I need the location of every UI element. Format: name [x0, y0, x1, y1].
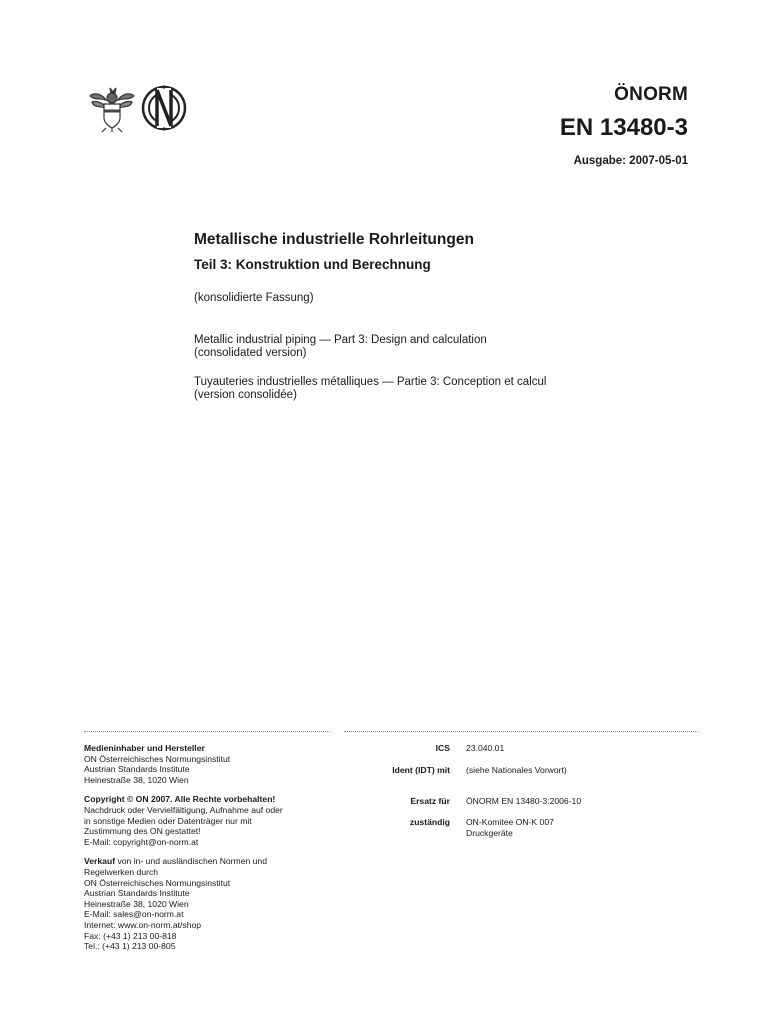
sales-website[interactable]: Internet: www.on-norm.at/shop [84, 919, 202, 930]
sales-heading [84, 856, 354, 867]
consolidated-note: (konsolidierte Fassung) [194, 292, 314, 304]
publisher-line: Austrian Standards Institute [84, 764, 190, 775]
issue-date: Ausgabe: 2007-05-01 [573, 155, 688, 167]
committee-line: ON-Komitee ON-K 007 [466, 817, 554, 827]
copyright-line: Zustimmung des ON gestattet! [84, 826, 201, 837]
ics-value: 23.040.01 [466, 743, 505, 753]
ident-value: (siehe Nationales Vorwort) [466, 765, 567, 775]
title-english [194, 334, 487, 360]
copyright-line: in sonstige Medien oder Datenträger nur mit [84, 815, 252, 826]
copyright-block [84, 794, 354, 847]
austrian-eagle-emblem [90, 88, 134, 132]
zustandig-label: zuständig [409, 817, 450, 827]
publisher-line: Heinestraße 38, 1020 Wien [84, 774, 189, 785]
sales-line: Regelwerken durch [84, 866, 159, 877]
copyright-line: Nachdruck oder Vervielfältigung, Aufnahme auf oder [84, 804, 283, 815]
subtitle-german: Teil 3: Konstruktion und Berechnung [194, 257, 431, 272]
title-english-line: (consolidated version) [194, 347, 307, 359]
title-english-line: Metallic industrial piping — Part 3: Design and calculation [194, 334, 487, 346]
ersatz-label: Ersatz für [410, 796, 450, 806]
sales-line: Austrian Standards Institute [84, 888, 190, 899]
norm-name: ÖNORM [614, 84, 688, 105]
sales-block [84, 856, 354, 951]
ics-label: ICS [435, 743, 450, 753]
title-german: Metallische industrielle Rohrleitungen [194, 231, 474, 248]
imprint-column [84, 743, 354, 961]
sales-fax: Fax: (+43 1) 213 00-818 [84, 930, 177, 941]
norm-number: EN 13480-3 [559, 114, 688, 141]
divider-left [84, 731, 330, 732]
publisher-heading: Medieninhaber und Hersteller [84, 743, 205, 753]
sales-line: Heinestraße 38, 1020 Wien [84, 898, 189, 909]
title-french-line: Tuyauteries industrielles métalliques — Partie 3: Conception et calcul [194, 376, 547, 388]
sales-phone: Tel.: (+43 1) 213 00-805 [84, 941, 176, 952]
on-logo [143, 85, 185, 130]
ident-label: Ident (IDT) mit [392, 765, 450, 775]
publisher-block [84, 743, 354, 785]
sales-email[interactable]: E-Mail: sales@on-norm.at [84, 909, 184, 920]
zustandig-value [466, 817, 554, 838]
sales-heading-bold: Verkauf [84, 856, 116, 867]
copyright-heading: Copyright © ON 2007. Alle Rechte vorbehalten! [84, 794, 276, 805]
ersatz-value: ÖNORM EN 13480-3:2006-10 [466, 796, 582, 806]
divider-right [344, 731, 698, 732]
title-french [194, 376, 546, 402]
publisher-line: ON Österreichisches Normungsinstitut [84, 753, 231, 764]
title-french-line: (version consolidée) [194, 389, 297, 401]
committee-line: Druckgeräte [466, 827, 513, 838]
logos [84, 82, 188, 134]
copyright-email[interactable]: E-Mail: copyright@on-norm.at [84, 836, 199, 847]
sales-line: ON Österreichisches Normungsinstitut [84, 877, 231, 888]
sales-heading-rest: von in- und ausländischen Normen und [115, 856, 267, 867]
